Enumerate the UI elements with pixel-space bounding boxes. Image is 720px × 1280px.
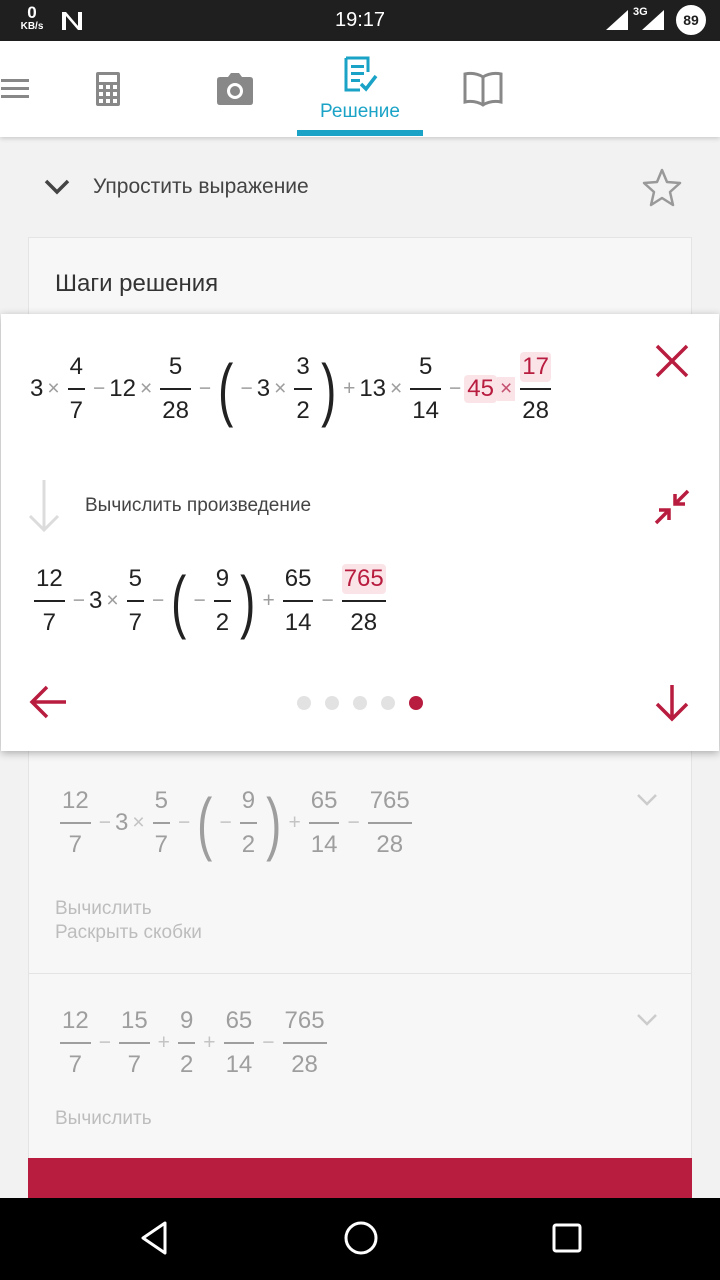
fraction-numerator: 3 xyxy=(296,353,310,380)
operator: × xyxy=(132,811,145,834)
fraction-denominator: 7 xyxy=(128,609,142,636)
tab-solution[interactable] xyxy=(297,41,423,137)
fraction-numerator: 765 xyxy=(369,787,410,814)
step-2-label: Вычислить xyxy=(55,1108,152,1129)
signal-strength-icon xyxy=(640,8,666,37)
network-type: 3G xyxy=(633,6,648,18)
fraction-denominator: 7 xyxy=(68,831,83,858)
term: 3 xyxy=(88,587,103,614)
operator: × xyxy=(390,377,403,400)
operator: − xyxy=(98,811,111,834)
arrow-left-icon[interactable] xyxy=(29,684,69,725)
pagination-dot-active[interactable] xyxy=(409,696,423,710)
operator: − xyxy=(151,589,165,612)
fraction-denominator: 2 xyxy=(241,831,256,858)
fraction-denominator: 14 xyxy=(310,831,338,858)
step-1-expression[interactable] xyxy=(55,786,417,860)
navigation-bar xyxy=(0,1198,720,1280)
fraction-numerator: 4 xyxy=(69,353,83,380)
step-1-label: Вычислить xyxy=(55,898,152,919)
toolbar xyxy=(0,41,720,137)
highlighted-term: 45 xyxy=(464,375,497,403)
fraction-numerator: 15 xyxy=(120,1007,148,1034)
tab-solution-label: Решение xyxy=(320,100,400,122)
fraction-denominator: 14 xyxy=(284,609,312,636)
term: 12 xyxy=(109,375,136,402)
header-title: Упростить выражение xyxy=(93,175,309,198)
collapse-icon[interactable] xyxy=(653,488,691,531)
pagination-dot[interactable] xyxy=(325,696,339,710)
operator: + xyxy=(343,377,356,400)
operator: × xyxy=(274,377,287,400)
fraction-numerator: 5 xyxy=(128,565,142,592)
fraction-numerator: 9 xyxy=(179,1007,194,1034)
fraction-numerator: 9 xyxy=(215,565,230,592)
step-2-expression[interactable] xyxy=(55,1006,332,1080)
clock: 19:17 xyxy=(334,9,386,31)
term: 13 xyxy=(359,375,387,402)
status-bar xyxy=(0,0,720,41)
operator: + xyxy=(262,589,275,612)
chevron-down-icon[interactable] xyxy=(636,1013,658,1032)
operator: + xyxy=(288,811,301,834)
operator: + xyxy=(203,1031,216,1054)
signal-icon xyxy=(604,8,630,37)
active-tab-indicator xyxy=(297,130,423,136)
network-speed-value: 0 xyxy=(27,3,37,22)
fraction-numerator: 65 xyxy=(225,1007,253,1034)
fraction-denominator: 2 xyxy=(296,397,310,424)
star-icon[interactable] xyxy=(642,167,682,212)
fraction-numerator: 12 xyxy=(36,565,63,592)
popup-expression-after xyxy=(29,564,391,638)
fraction-denominator: 28 xyxy=(376,831,404,858)
operator: + xyxy=(157,1031,170,1054)
fraction-numerator: 12 xyxy=(62,1007,89,1034)
paren: ( xyxy=(171,562,187,640)
network-speed-unit: KB/s xyxy=(20,21,44,32)
book-icon[interactable] xyxy=(458,41,508,137)
arrow-down-icon[interactable] xyxy=(654,682,690,727)
fraction-numerator: 65 xyxy=(310,787,338,814)
card-title: Шаги решения xyxy=(55,270,219,297)
operator: × xyxy=(139,377,153,400)
popup-expression-before xyxy=(29,352,556,426)
chevron-down-icon[interactable] xyxy=(636,793,658,812)
highlighted-operator: × xyxy=(497,377,515,401)
paren: ) xyxy=(266,784,282,862)
solution-icon xyxy=(342,56,378,99)
expression-header[interactable] xyxy=(0,160,720,216)
fraction-denominator: 28 xyxy=(350,609,378,636)
highlighted-numerator: 17 xyxy=(522,353,549,380)
step-arrow-icon xyxy=(27,478,61,539)
fraction-denominator: 2 xyxy=(179,1051,194,1078)
popup-step-label: Вычислить произведение xyxy=(85,495,312,516)
step-1-sublabel: Раскрыть скобки xyxy=(55,922,202,943)
operator: − xyxy=(98,1031,111,1054)
paren: ) xyxy=(320,350,336,428)
camera-icon[interactable] xyxy=(210,41,260,137)
highlighted-numerator: 765 xyxy=(343,565,384,592)
fraction-numerator: 9 xyxy=(241,787,256,814)
fraction-denominator: 28 xyxy=(522,397,549,424)
fraction-denominator: 7 xyxy=(42,609,57,636)
paren: ( xyxy=(218,350,234,428)
operator: − xyxy=(449,377,462,400)
recents-icon[interactable] xyxy=(550,1219,586,1262)
operator: − xyxy=(92,377,106,400)
step-detail-popup xyxy=(1,314,719,751)
fraction-numerator: 5 xyxy=(418,353,433,380)
fraction-denominator: 14 xyxy=(225,1051,253,1078)
fraction-numerator: 765 xyxy=(284,1007,325,1034)
fraction-denominator: 2 xyxy=(215,609,230,636)
term: 3 xyxy=(114,809,129,836)
fraction-denominator: 28 xyxy=(162,397,189,424)
fraction-denominator: 7 xyxy=(68,1051,83,1078)
pagination-dot[interactable] xyxy=(353,696,367,710)
fraction-numerator: 5 xyxy=(168,353,183,380)
fraction-numerator: 12 xyxy=(62,787,89,814)
divider xyxy=(29,973,691,974)
term: 3 xyxy=(30,375,44,402)
fraction-denominator: 7 xyxy=(127,1051,141,1078)
fraction-numerator: 5 xyxy=(154,787,168,814)
pagination-dot[interactable] xyxy=(381,696,395,710)
chevron-down-icon[interactable] xyxy=(44,178,70,201)
menu-icon[interactable] xyxy=(0,41,30,137)
operator: − xyxy=(262,1031,275,1054)
fraction-numerator: 65 xyxy=(284,565,312,592)
operator: − xyxy=(177,811,191,834)
calculator-icon[interactable] xyxy=(83,41,133,137)
fraction-denominator: 28 xyxy=(291,1051,318,1078)
close-icon[interactable] xyxy=(653,342,691,385)
fraction-denominator: 7 xyxy=(154,831,168,858)
home-icon[interactable] xyxy=(342,1219,380,1262)
operator: − xyxy=(347,811,360,834)
operator: − xyxy=(219,811,232,834)
operator: − xyxy=(240,377,253,400)
operator: − xyxy=(198,377,212,400)
operator: × xyxy=(47,377,60,400)
operator: − xyxy=(72,589,85,612)
pagination-dot[interactable] xyxy=(297,696,311,710)
fraction-denominator: 7 xyxy=(69,397,83,424)
fraction-denominator: 14 xyxy=(412,397,439,424)
operator: × xyxy=(106,589,119,612)
term: 3 xyxy=(256,375,271,402)
pagination-dots xyxy=(297,696,437,710)
paren: ( xyxy=(197,784,213,862)
operator: − xyxy=(321,589,334,612)
back-icon[interactable] xyxy=(138,1219,170,1262)
paren: ) xyxy=(240,562,256,640)
operator: − xyxy=(193,589,206,612)
battery-indicator: 89 xyxy=(676,5,706,35)
